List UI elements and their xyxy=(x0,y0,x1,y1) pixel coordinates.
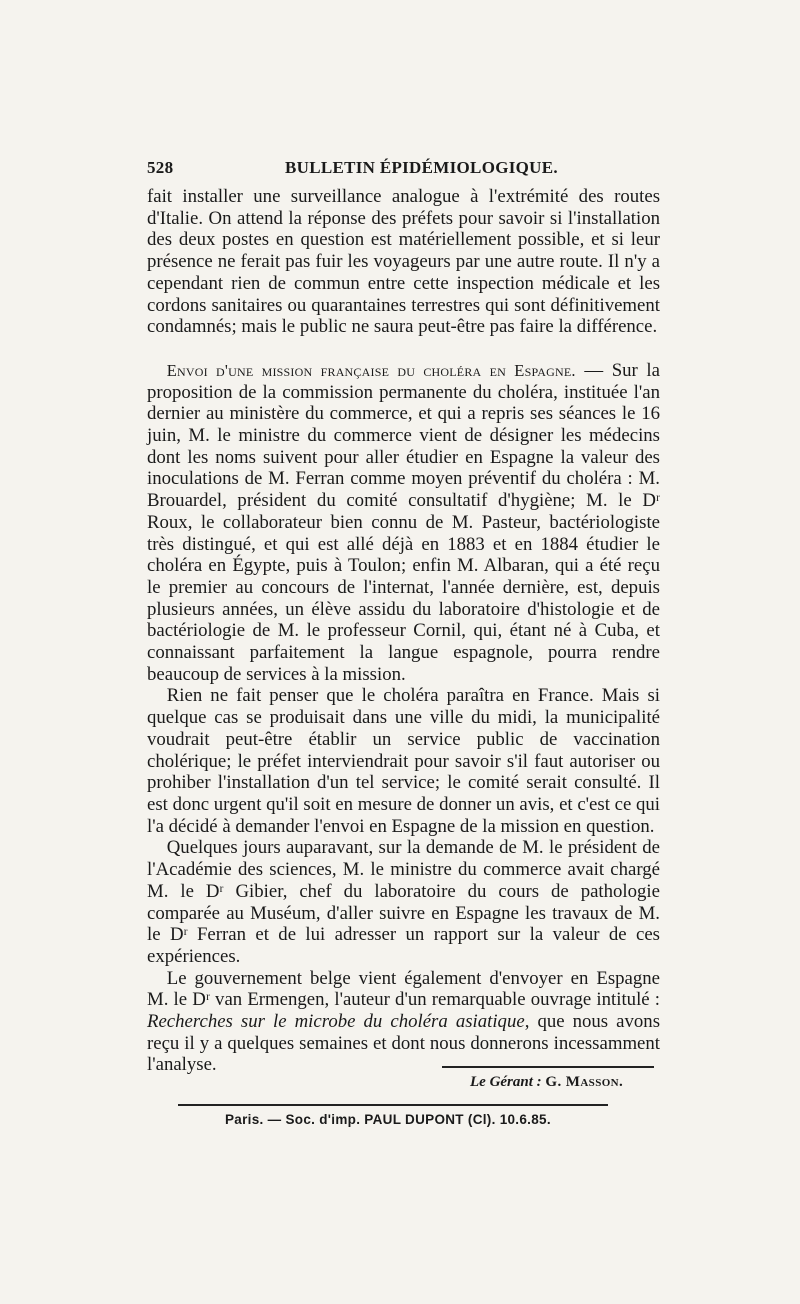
paragraph-belge xyxy=(147,968,660,1077)
section-gap xyxy=(147,338,660,360)
page-number: 528 xyxy=(147,158,174,177)
paragraph-belge-end: , que nous avons reçu il y a quelques semaines et dont nous donnerons incessamment l'analyse. xyxy=(147,1011,660,1076)
paragraph-continuation: fait installer une surveillance analogue à l'extrémité des routes d'Italie. On attend la réponse des préfets pour savoir si l'installation des deux postes en question est matériellement possible, et si leur présence ne ferait pas fuir les voyageurs par une autre route. Il n'y a cependant rien de commun entre cette inspection médicale et les cordons sanitaires ou quarantaines terrestres qui sont définitivement condamnés; mais le public ne saura peut-être pas faire la différence. xyxy=(147,186,660,338)
article-body xyxy=(147,186,660,1076)
printer-imprint: Paris. — Soc. d'imp. PAUL DUPONT (Cl). 10.6.85. xyxy=(225,1112,551,1127)
paragraph-belge-start: Le gouvernement belge vient également d'envoyer en Espagne M. le Dʳ van Ermengen, l'auteur d'un remarquable ouvrage intitulé : xyxy=(147,967,660,1011)
paragraph-quelques: Quelques jours auparavant, sur la demande de M. le président de l'Académie des sciences, M. le ministre du commerce avait chargé M. le Dʳ Gibier, chef du laboratoire du cours de pathologie comparée au Muséum, d'aller suivre en Espagne les travaux de M. le Dʳ Ferran et de lui adresser un rapport sur la valeur de ces expériences. xyxy=(147,837,660,967)
book-title: Recherches sur le microbe du choléra asiatique xyxy=(147,1011,525,1033)
signature-rule xyxy=(442,1066,654,1068)
running-title: BULLETIN ÉPIDÉMIOLOGIQUE. xyxy=(285,158,558,177)
paragraph-mission-text: — Sur la proposition de la commission permanente du choléra, instituée l'an dernier au ministère du commerce, et qui a repris ses séances le 16 juin, M. le ministre du commerce vient de désigner les médecins dont les noms suivent pour aller étudier en Espagne la valeur des inoculations de M. Ferran comme moyen préventif du choléra : M. Brouardel, président du comité consultatif d'hygiène; M. le Dʳ Roux, le collaborateur bien connu de M. Pasteur, bactériologiste très distingué, et qui est allé déjà en 1883 et en 1884 étudier le choléra en Égypte, puis à Toulon; enfin M. Albaran, qui a été reçu le premier au concours de l'internat, l'année dernière, est, depuis plusieurs années, un élève assidu du laboratoire d'histologie et de bactériologie de M. le professeur Cornil, qui, étant né à Cuba, et connaissant parfaitement la langue espagnole, pourra rendre beaucoup de services à la mission. xyxy=(147,359,660,685)
signature-name: G. Masson. xyxy=(545,1074,624,1090)
paragraph-mission xyxy=(147,360,660,686)
signature xyxy=(470,1074,660,1091)
signature-label: Le Gérant : xyxy=(470,1074,542,1090)
paragraph-rien: Rien ne fait penser que le choléra paraîtra en France. Mais si quelque cas se produisait dans une ville du midi, la municipalité voudrait peut-être établir un service public de vaccination cholérique; le préfet interviendrait pour savoir s'il faut autoriser ou prohiber l'installation d'un tel service; le comité serait consulté. Il est donc urgent qu'il soit en mesure de donner un avis, et c'est ce qui l'a décidé à demander l'envoi en Espagne de la mission en question. xyxy=(147,685,660,837)
section-heading: Envoi d'une mission française du choléra en Espagne. xyxy=(166,360,576,380)
imprint-rule xyxy=(178,1104,608,1106)
